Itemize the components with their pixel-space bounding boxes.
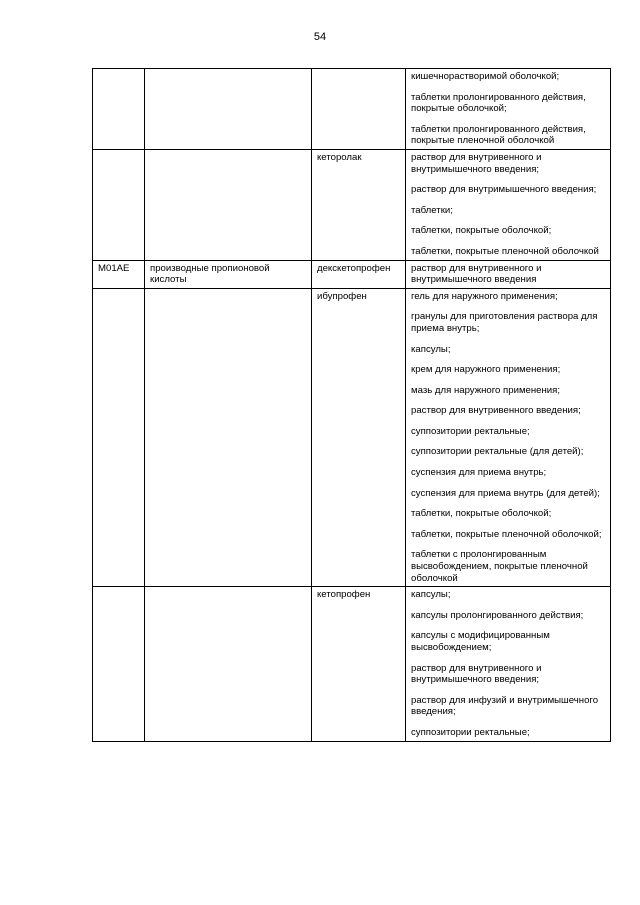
group-cell-text: производные пропионовой кислоты: [150, 262, 270, 286]
dosage-form-item: капсулы;: [411, 343, 451, 355]
dosage-form-item: таблетки;: [411, 204, 453, 216]
atc-code-cell: [93, 260, 145, 288]
dosage-form-item: мазь для наружного применения;: [411, 384, 561, 396]
dosage-form-item: раствор для внутривенного и внутримышечного введения;: [411, 662, 542, 686]
dosage-forms-cell: [406, 260, 611, 288]
dosage-form-item: капсулы;: [411, 589, 451, 601]
atc-code-cell: [93, 587, 145, 741]
dosage-forms-list: [411, 289, 606, 585]
table-row: [93, 587, 611, 741]
dosage-form-item: суппозитории ректальные (для детей);: [411, 446, 584, 458]
drug-name-cell: [312, 69, 406, 150]
drug-name-cell: [312, 149, 406, 260]
dosage-form-item: суппозитории ректальные;: [411, 726, 530, 738]
group-cell: [145, 69, 312, 150]
group-cell: [145, 149, 312, 260]
dosage-form-item: кишечнорастворимой оболочкой;: [411, 71, 560, 82]
dosage-forms-list: [411, 69, 606, 147]
dosage-form-item: раствор для внутривенного введения;: [411, 405, 581, 417]
dosage-form-item: раствор для инфузий и внутримышечного введения;: [411, 694, 599, 718]
group-cell-text: [150, 150, 307, 152]
dosage-form-item: таблетки пролонгированного действия, покрытые пленочной оболочкой: [411, 123, 586, 147]
drug-name-cell-text: кетопрофен: [317, 589, 371, 601]
table-row: [93, 260, 611, 288]
drug-name-cell: [312, 288, 406, 587]
group-cell-text: [150, 289, 307, 291]
drug-name-cell-text: [317, 69, 401, 71]
group-cell-text: [150, 587, 307, 589]
dosage-form-item: таблетки, покрытые оболочкой;: [411, 225, 552, 237]
dosage-form-item: таблетки, покрытые оболочкой;: [411, 508, 552, 520]
group-cell: [145, 260, 312, 288]
dosage-form-item: раствор для внутримышечного введения;: [411, 184, 597, 196]
dosage-forms-list: [411, 150, 606, 258]
dosage-forms-cell: [406, 288, 611, 587]
dosage-form-item: таблетки, покрытые пленочной оболочкой;: [411, 528, 602, 540]
drug-name-cell: [312, 587, 406, 741]
dosage-form-item: суспензия для приема внутрь;: [411, 467, 547, 479]
dosage-forms-cell: [406, 149, 611, 260]
drug-name-cell: [312, 260, 406, 288]
atc-code-cell-text: [98, 69, 140, 71]
drug-table: [92, 68, 611, 742]
dosage-form-item: гель для наружного применения;: [411, 290, 558, 302]
dosage-form-item: таблетки, покрытые пленочной оболочкой: [411, 245, 599, 257]
atc-code-cell-text: [98, 289, 140, 291]
dosage-forms-cell: [406, 69, 611, 150]
table-row: [93, 69, 611, 150]
drug-name-cell-text: ибупрофен: [317, 290, 367, 302]
drug-name-cell-text: кеторолак: [317, 151, 362, 163]
atc-code-cell-text: [98, 150, 140, 152]
table-row: [93, 149, 611, 260]
atc-code-cell-text: [98, 587, 140, 589]
dosage-form-item: раствор для внутривенного и внутримышечного введения: [411, 262, 542, 286]
group-cell: [145, 587, 312, 741]
drug-name-cell-text: декскетопрофен: [317, 262, 391, 274]
dosage-form-item: капсулы с модифицированным высвобождением;: [411, 630, 550, 653]
table-row: [93, 288, 611, 587]
dosage-form-item: таблетки с пролонгированным высвобождением, покрытые пленочной оболочкой: [411, 549, 588, 584]
dosage-form-item: капсулы пролонгированного действия;: [411, 609, 584, 621]
table-body: [93, 69, 611, 742]
dosage-forms-cell: [406, 587, 611, 741]
dosage-forms-list: [411, 587, 606, 738]
group-cell: [145, 288, 312, 587]
dosage-form-item: суспензия для приема внутрь (для детей);: [411, 487, 600, 499]
dosage-form-item: крем для наружного применения;: [411, 364, 561, 376]
group-cell-text: [150, 69, 307, 71]
atc-code-cell: [93, 288, 145, 587]
atc-code-cell: [93, 149, 145, 260]
dosage-forms-list: [411, 261, 606, 286]
dosage-form-item: таблетки пролонгированного действия, покрытые оболочкой;: [411, 91, 586, 115]
dosage-form-item: суппозитории ректальные;: [411, 425, 530, 437]
dosage-form-item: гранулы для приготовления раствора для приема внутрь;: [411, 311, 598, 334]
atc-code-cell: [93, 69, 145, 150]
page-number: 54: [313, 31, 327, 43]
atc-code-cell-text: M01AE: [98, 262, 130, 274]
dosage-form-item: раствор для внутривенного и внутримышечного введения;: [411, 151, 542, 175]
